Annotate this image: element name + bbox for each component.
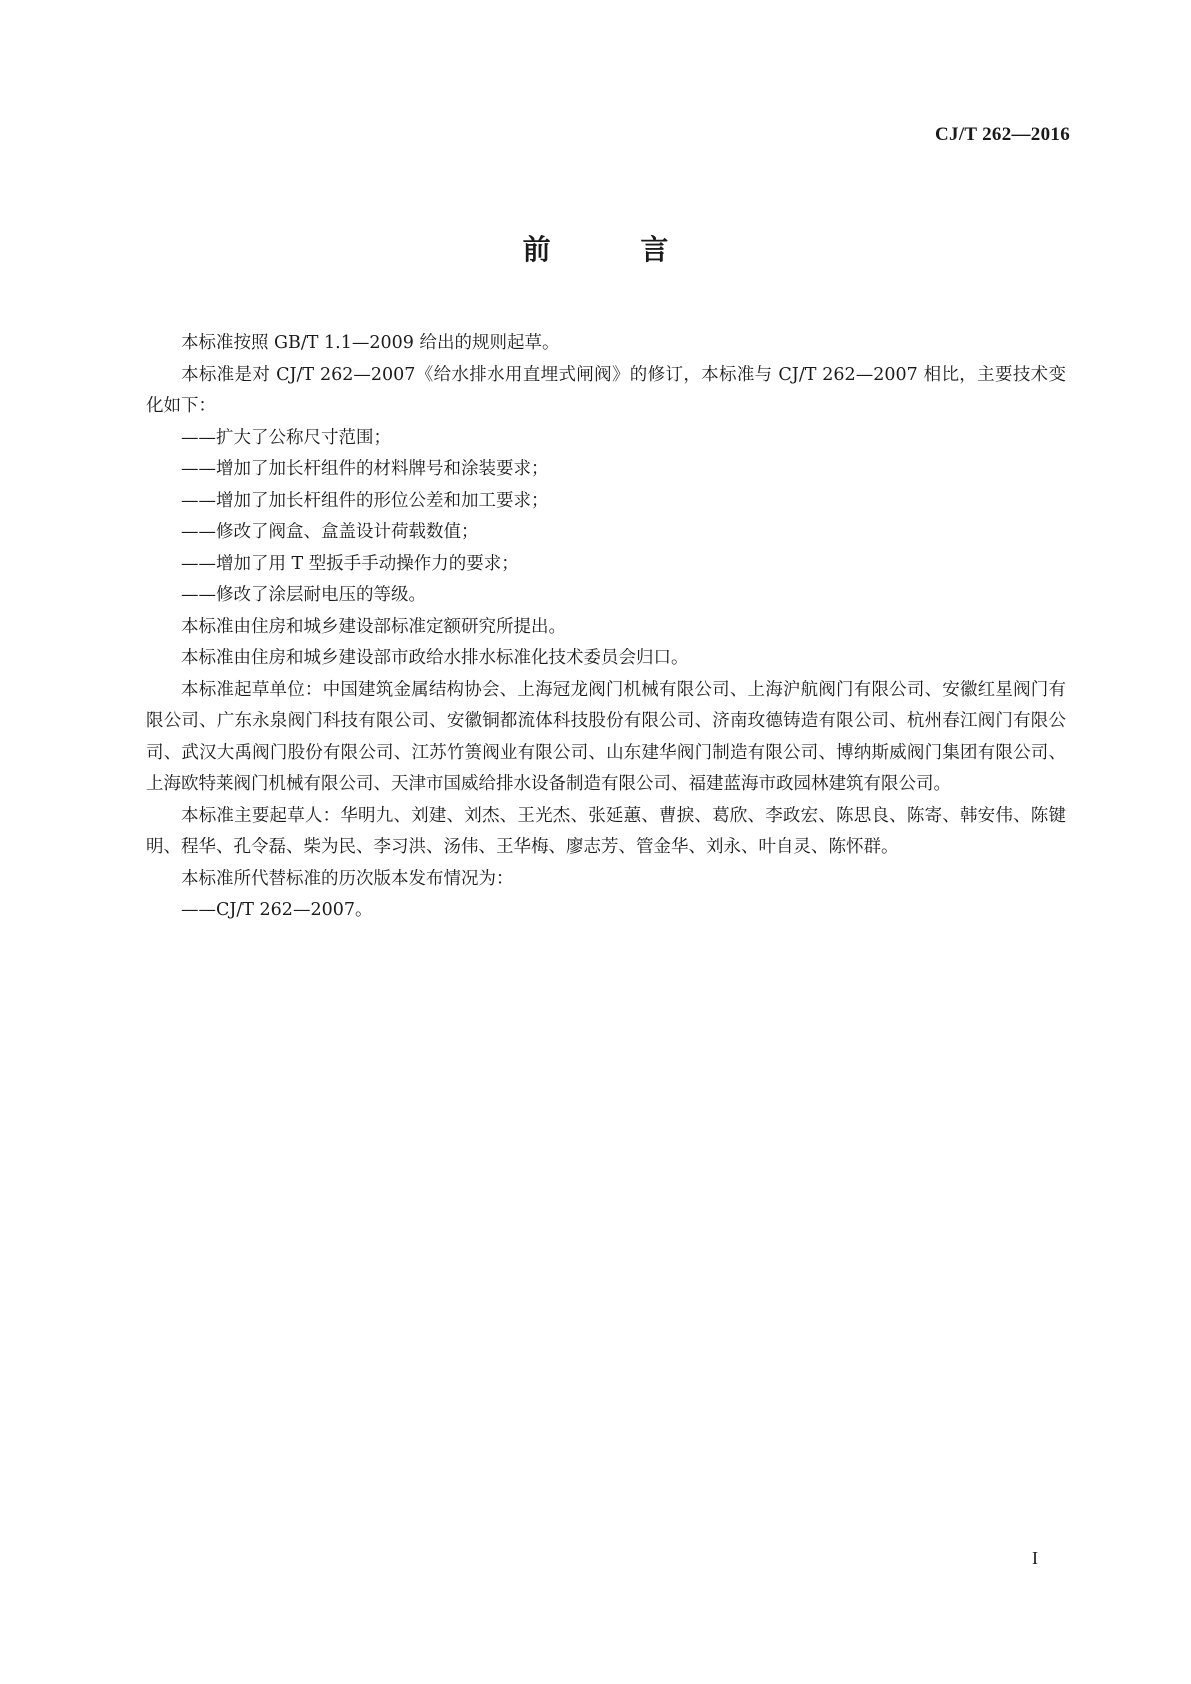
paragraph-committee: 本标准由住房和城乡建设部市政给水排水标准化技术委员会归口。 bbox=[181, 648, 689, 668]
change-item: ——增加了加长杆组件的材料牌号和涂装要求； bbox=[181, 459, 549, 479]
page-number: I bbox=[1032, 1548, 1038, 1568]
paragraph-drafting-units: 本标准起草单位：中国建筑金属结构协会、上海冠龙阀门机械有限公司、上海沪航阀门有限公司、安徽红星阀门有限公司、广东永泉阀门科技有限公司、安徽铜都流体科技股份有限公司、济南玫德铸造有限公司、杭州春江阀门有限公司、武汉大禹阀门股份有限公司、江苏竹箦阀业有限公司、山东建华阀门制造有限公司、博纳斯威阀门集团有限公司、上海欧特莱阀门机械有限公司、天津市国威给排水设备制造有限公司、福建蓝海市政园林建筑有限公司。 bbox=[146, 679, 1066, 794]
paragraph-previous-versions: 本标准所代替标准的历次版本发布情况为： bbox=[181, 868, 514, 889]
previous-version-item: ——CJ/T 262—2007。 bbox=[181, 900, 373, 920]
change-item: ——扩大了公称尺寸范围； bbox=[181, 427, 391, 448]
change-item: ——增加了加长杆组件的形位公差和加工要求； bbox=[181, 490, 549, 511]
change-item: ——修改了涂层耐电压的等级。 bbox=[181, 585, 426, 605]
page-title: 前 言 bbox=[522, 233, 709, 266]
foreword-body bbox=[146, 328, 1066, 927]
change-item: ——修改了阀盒、盒盖设计荷载数值； bbox=[181, 522, 479, 542]
change-item: ——增加了用 T 型扳手手动操作力的要求； bbox=[181, 553, 519, 574]
paragraph-drafting-rules: 本标准按照 GB/T 1.1—2009 给出的规则起草。 bbox=[181, 333, 560, 353]
paragraph-revision: 本标准是对 CJ/T 262—2007《给水排水用直埋式闸阀》的修订，本标准与 CJ/T 262—2007 相比，主要技术变化如下： bbox=[146, 364, 1066, 416]
paragraph-drafters: 本标准主要起草人：华明九、刘建、刘杰、王光杰、张延蕙、曹捩、葛欣、李政宏、陈思良、陈寄、韩安伟、陈键明、程华、孔令磊、柴为民、李习洪、汤伟、王华梅、廖志芳、管金华、刘永、叶自灵、陈怀群。 bbox=[146, 805, 1066, 857]
document-code: CJ/T 262—2016 bbox=[935, 124, 1070, 145]
paragraph-proposer: 本标准由住房和城乡建设部标准定额研究所提出。 bbox=[181, 616, 566, 637]
